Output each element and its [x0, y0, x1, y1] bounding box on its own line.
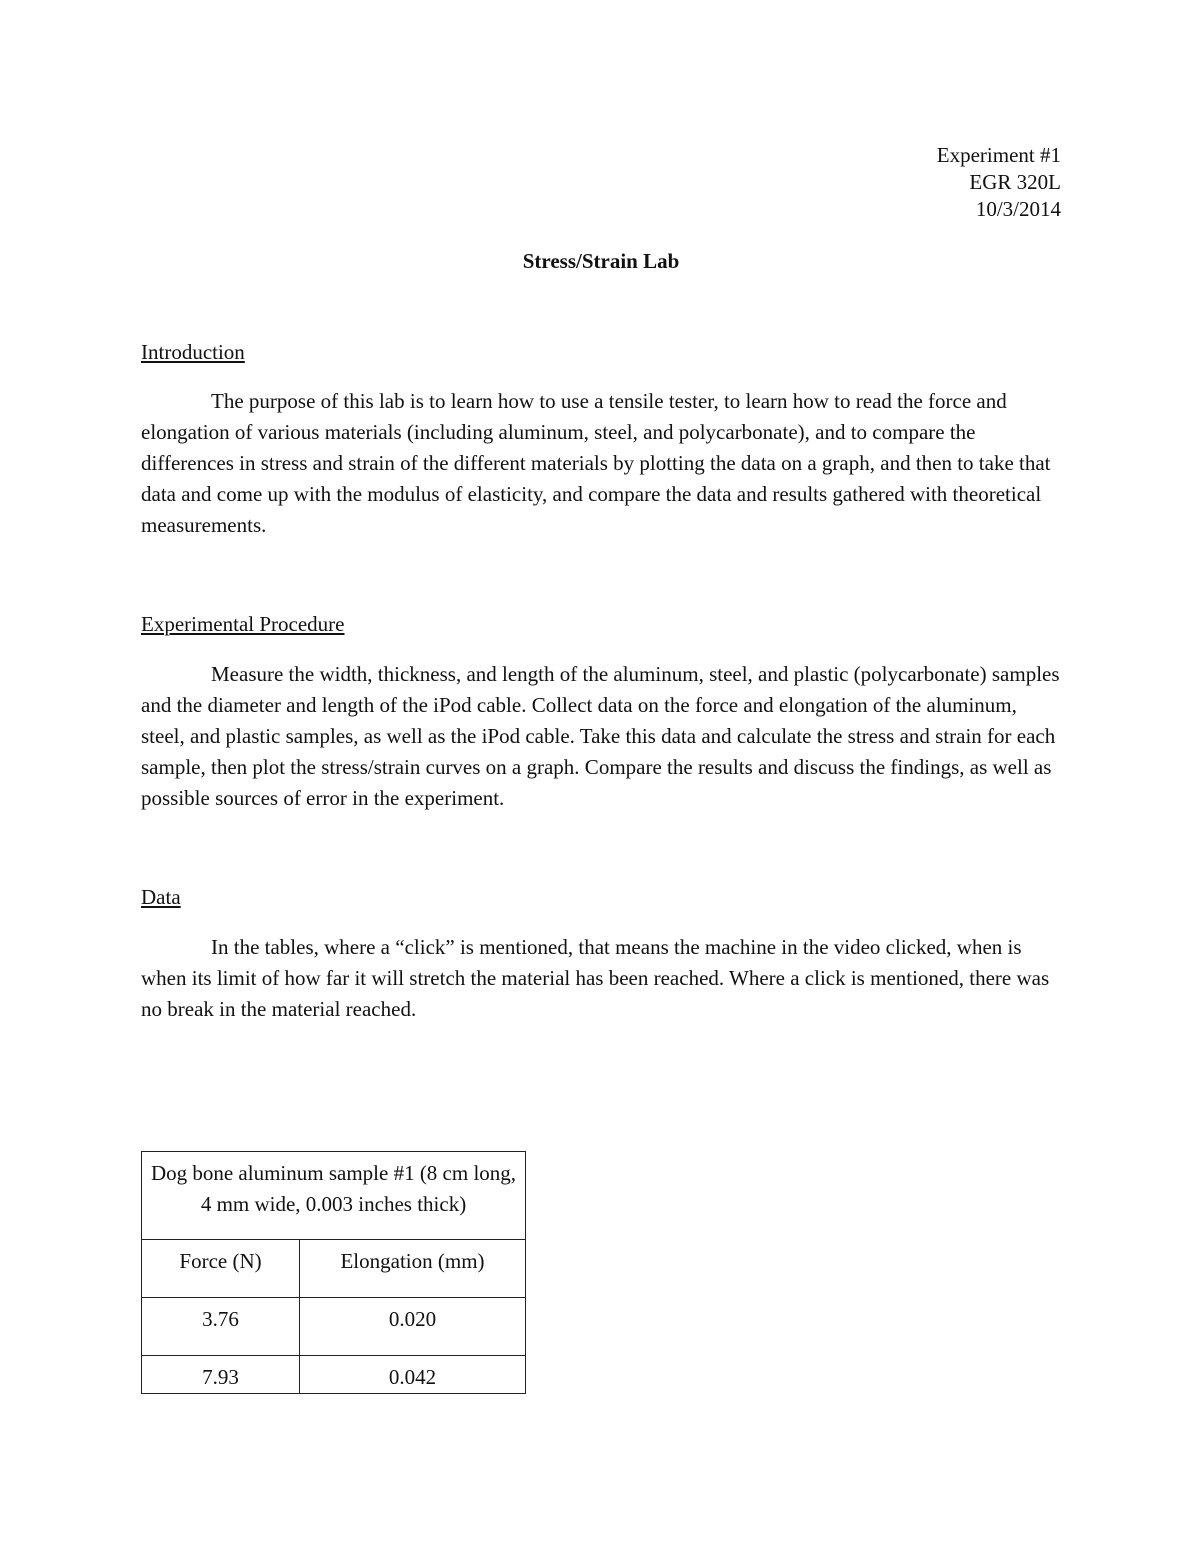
table-row — [142, 1298, 526, 1356]
table-row — [142, 1356, 526, 1394]
aluminum-data-table — [141, 1151, 526, 1394]
table-caption: Dog bone aluminum sample #1 (8 cm long, 4 mm wide, 0.003 inches thick) — [142, 1152, 526, 1240]
elongation-cell: 0.042 — [300, 1356, 526, 1394]
elongation-cell: 0.020 — [300, 1298, 526, 1356]
introduction-heading: Introduction — [141, 340, 245, 364]
data-heading: Data — [141, 885, 181, 909]
data-paragraph: In the tables, where a “click” is mentioned, that means the machine in the video clicked, when is when its limit of how far it will stretch the material has been reached. Where a click is mentioned, there was no break in the material reached. — [141, 935, 1050, 1021]
procedure-heading: Experimental Procedure — [141, 612, 345, 636]
procedure-paragraph: Measure the width, thickness, and length of the aluminum, steel, and plastic (polycarbonate) samples and the diameter and length of the iPod cable. Collect data on the force and elongation of the aluminum, steel, and plastic samples, as well as the iPod cable. Take this data and calculate the stress and strain for each sample, then plot the stress/strain curves on a graph. Compare the results and discuss the findings, as well as possible sources of error in the experiment. — [141, 662, 1060, 810]
report-date: 10/3/2014 — [975, 197, 1061, 221]
force-cell: 7.93 — [142, 1356, 300, 1394]
force-cell: 3.76 — [142, 1298, 300, 1356]
experiment-number: Experiment #1 — [936, 143, 1061, 167]
column-header-force: Force (N) — [142, 1240, 300, 1298]
column-header-elongation: Elongation (mm) — [300, 1240, 526, 1298]
document-page — [141, 142, 1061, 1025]
document-title: Stress/Strain Lab — [522, 249, 680, 273]
course-code: EGR 320L — [969, 170, 1061, 194]
header-block — [141, 142, 1061, 223]
introduction-paragraph: The purpose of this lab is to learn how to use a tensile tester, to learn how to read the force and elongation of various materials (including aluminum, steel, and polycarbonate), and to compare the differences in stress and strain of the different materials by plotting the data on a graph, and then to take that data and come up with the modulus of elasticity, and compare the data and results gathered with theoretical measurements. — [141, 389, 1051, 537]
